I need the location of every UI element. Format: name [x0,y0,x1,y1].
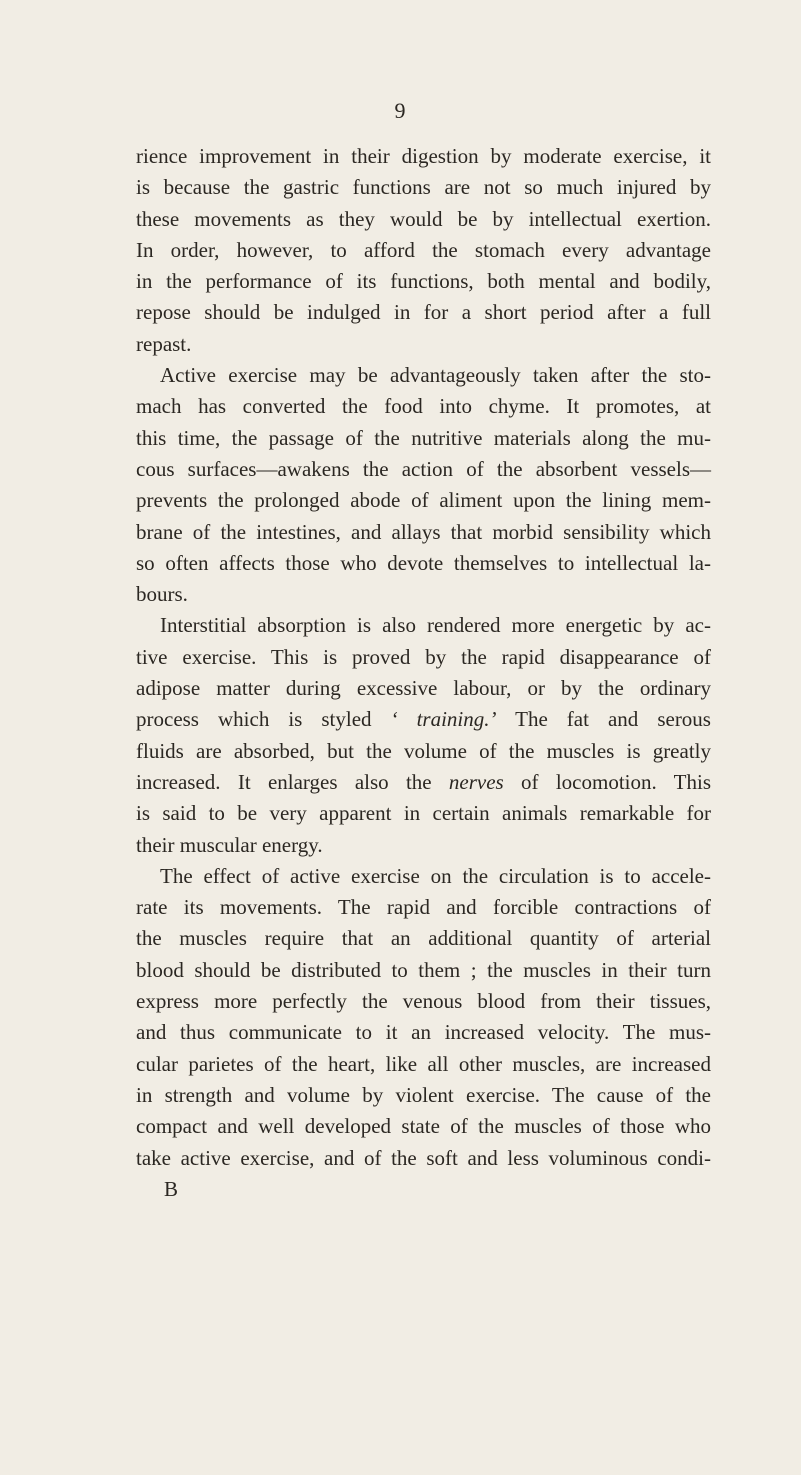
page-number: 9 [394,98,407,123]
paragraph [136,610,711,860]
text-line: fluids are absorbed, but the volume of the muscles is greatly [136,738,711,763]
text-line: the muscles require that an additional quantity of arterial [136,926,711,951]
text-line: cous surfaces—awakens the action of the absorbent vessels— [136,456,711,481]
text-line: their muscular energy. [136,832,323,857]
text-line: mach has converted the food into chyme. It promotes, at [136,394,711,419]
text-line: Active exercise may be advantageously taken after the sto- [160,363,711,388]
text-line: repose should be indulged in for a short period after a full [136,300,711,325]
text-line: adipose matter during excessive labour, or by the ordinary [136,676,711,701]
text-line: brane of the intestines, and allays that morbid sensibility which [136,519,711,544]
text-line: express more perfectly the venous blood from their tissues, [136,989,711,1014]
text-line: increased. It enlarges also the nerves of locomotion. This [136,769,711,794]
text-line: this time, the passage of the nutritive materials along the mu- [136,425,711,450]
italic-text: nerves [448,769,504,794]
signature-mark: B [164,1176,179,1201]
text-line: cular parietes of the heart, like all other muscles, are increased [136,1051,711,1076]
text-line: so often affects those who devote themselves to intellectual la- [136,550,711,575]
text-line: take active exercise, and of the soft and less voluminous condi- [136,1145,711,1170]
text-line: in strength and volume by violent exercise. The cause of the [136,1082,711,1107]
text-line: these movements as they would be by intellectual exertion. [136,206,711,231]
body-text [136,141,711,1205]
text-line: In order, however, to afford the stomach every advantage [136,237,711,262]
text-line: is because the gastric functions are not so much injured by [136,175,711,200]
text-line: bours. [136,582,188,607]
text-line: process which is styled ‘ training.’ The fat and serous [136,707,711,732]
paragraph [136,861,711,1174]
text-line: in the performance of its functions, both mental and bodily, [136,269,711,294]
text-line: rience improvement in their digestion by moderate exercise, it [136,144,711,168]
text-line: Interstitial absorption is also rendered more energetic by ac- [160,613,711,638]
text-line: tive exercise. This is proved by the rapid disappearance of [136,644,711,669]
text-line: The effect of active exercise on the circulation is to accele- [160,863,711,888]
text-line: is said to be very apparent in certain animals remarkable for [136,801,711,826]
italic-text: ‘ training.’ [390,707,497,732]
paragraph [136,360,711,610]
text-line: prevents the prolonged abode of aliment upon the lining mem- [136,488,711,513]
text-line: compact and well developed state of the muscles of those who [136,1114,711,1139]
text-line: repast. [136,331,192,356]
text-line: blood should be distributed to them ; the muscles in their turn [136,957,711,982]
text-line: rate its movements. The rapid and forcible contractions of [136,895,711,920]
text-line: and thus communicate to it an increased velocity. The mus- [136,1020,711,1045]
paragraph [136,141,711,360]
